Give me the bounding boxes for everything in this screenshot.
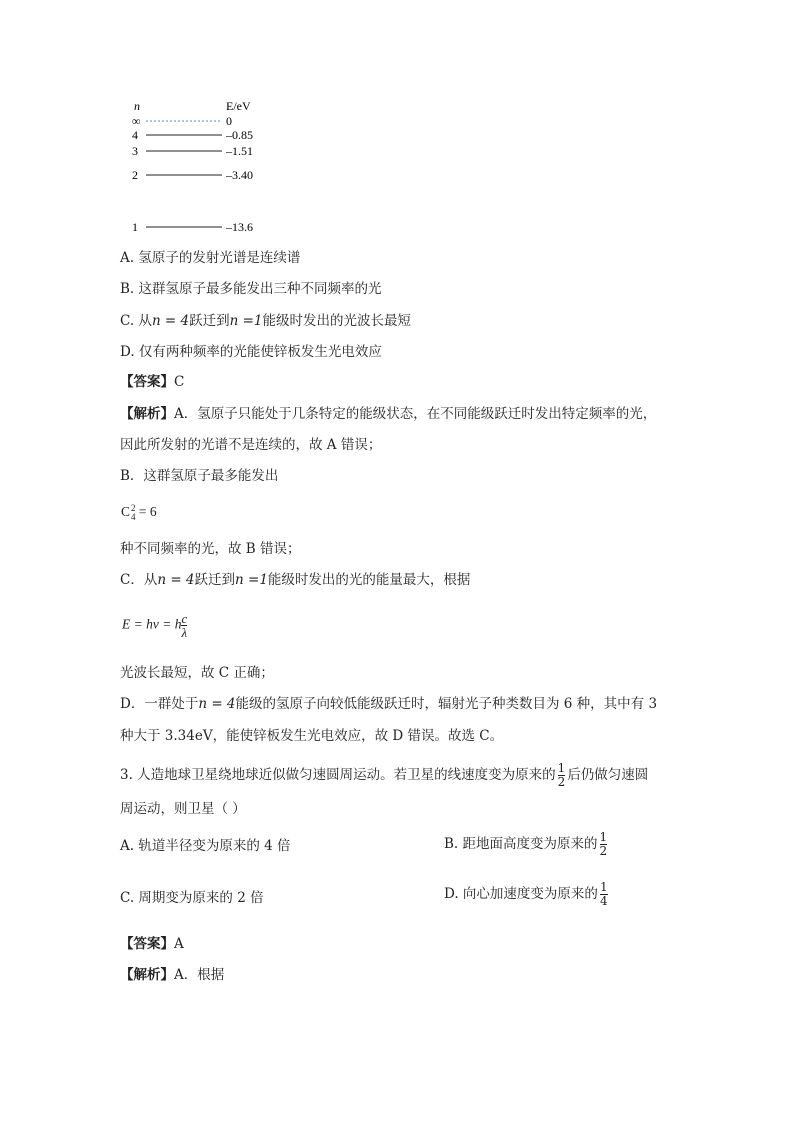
q3-stem-line2: 周运动，则卫星（ ） — [120, 801, 246, 817]
level-e-2: –3.40 — [226, 168, 253, 182]
analysis-c-pre: C．从 — [120, 572, 158, 588]
level-e-1: –13.6 — [226, 220, 253, 234]
analysis-c-n4: n = 4 — [157, 572, 195, 588]
q2-analysis-d1 — [120, 695, 657, 713]
analysis-c-n1: n =1 — [235, 572, 268, 588]
q3-option-a: A. 轨道半径变为原来的 4 倍 — [120, 838, 291, 854]
q3-stem-post: 后仍做匀速圆 — [567, 767, 649, 783]
q3-option-c: C. 周期变为原来的 2 倍 — [120, 890, 264, 906]
level-e-inf: 0 — [226, 114, 232, 128]
q2-option-c — [120, 312, 411, 330]
answer-value: C — [174, 374, 185, 390]
q3-half-num: 1 — [557, 761, 566, 775]
q3-option-d-den: 4 — [599, 894, 608, 908]
q3-answer — [120, 935, 184, 953]
combo-eq: = 6 — [135, 504, 157, 519]
q3-option-d-text: D. 向心加速度变为原来的 — [444, 886, 598, 902]
level-n-inf: ∞ — [132, 114, 141, 128]
q2-option-c-n4: n = 4 — [151, 313, 190, 329]
level-n-4: 4 — [132, 128, 138, 142]
q3-stem-pre: 3. 人造地球卫星绕地球近似做匀速圆周运动。若卫星的线速度变为原来的 — [120, 767, 556, 783]
combo-sup: 2 — [131, 502, 136, 513]
combo-c: C — [121, 504, 131, 519]
q2-option-c-mid: 跃迁到 — [189, 313, 230, 329]
q3-analysis-text: A．根据 — [174, 967, 225, 983]
q2-option-a: A. 氢原子的发射光谱是连续谱 — [120, 250, 301, 266]
level-e-3: –1.51 — [226, 144, 253, 158]
q3-option-b — [444, 831, 607, 858]
q2-analysis-b1: B．这群氢原子最多能发出 — [120, 468, 279, 484]
level-n-2: 2 — [132, 168, 138, 182]
analysis-tag: 【解析】 — [120, 406, 174, 422]
level-e-4: –0.85 — [226, 128, 253, 142]
q2-analysis-a2: 因此所发射的光谱不是连续的，故 A 错误； — [120, 437, 382, 453]
q3-option-b-den: 2 — [599, 844, 608, 858]
q3-answer-value: A — [174, 936, 184, 952]
combination-formula — [121, 503, 157, 522]
q2-analysis-c2: 光波长最短，故 C 正确； — [120, 665, 274, 681]
q3-option-d — [444, 881, 608, 908]
q2-answer — [120, 373, 184, 391]
level-n-3: 3 — [132, 144, 138, 158]
q3-stem-line1 — [120, 762, 648, 789]
q3-option-b-num: 1 — [599, 830, 608, 844]
q2-option-d: D. 仅有两种频率的光能使锌板发生光电效应 — [120, 344, 382, 360]
q2-analysis-c1 — [120, 571, 470, 589]
analysis-d-post: 能级的氢原子向较低能级跃迁时，辐射光子种类数目为 6 种，其中有 3 — [235, 696, 658, 712]
level-n-1: 1 — [132, 220, 138, 234]
n-header: n — [134, 99, 140, 113]
analysis-a-line1: A．氢原子只能处于几条特定的能级状态，在不同能级跃迁时发出特定频率的光， — [174, 406, 657, 422]
formula-left: E = hν = h — [122, 616, 182, 632]
analysis-d-n4: n = 4 — [198, 696, 236, 712]
energy-level-diagram — [120, 95, 300, 240]
q3-analysis-tag: 【解析】 — [120, 967, 174, 983]
q3-option-b-text: B. 距地面高度变为原来的 — [444, 836, 598, 852]
q2-analysis-d2: 种大于 3.34eV，能使锌板发生光电效应，故 D 错误。故选 C。 — [120, 728, 504, 744]
analysis-c-mid: 跃迁到 — [194, 572, 236, 588]
q2-option-c-n1: n =1 — [229, 313, 263, 329]
q2-analysis-b2: 种不同频率的光，故 B 错误； — [120, 541, 301, 557]
e-header: E/eV — [226, 99, 251, 113]
formula-den: λ — [181, 625, 188, 640]
energy-formula — [122, 612, 187, 639]
q3-half-den: 2 — [557, 775, 566, 789]
q2-option-c-post: 能级时发出的光波长最短 — [262, 313, 412, 329]
q2-option-b: B. 这群氢原子最多能发出三种不同频率的光 — [120, 281, 382, 297]
q2-option-c-pre: C. 从 — [120, 313, 152, 329]
q2-analysis-a1 — [120, 405, 656, 423]
combo-sub: 4 — [131, 511, 136, 522]
q3-option-d-num: 1 — [599, 880, 608, 894]
answer-tag: 【答案】 — [120, 374, 174, 390]
formula-num: c — [181, 611, 188, 626]
analysis-c-post: 能级时发出的光的能量最大，根据 — [267, 572, 471, 588]
q3-answer-tag: 【答案】 — [120, 936, 174, 952]
q3-analysis — [120, 966, 224, 984]
analysis-d-pre: D．一群处于 — [120, 696, 199, 712]
